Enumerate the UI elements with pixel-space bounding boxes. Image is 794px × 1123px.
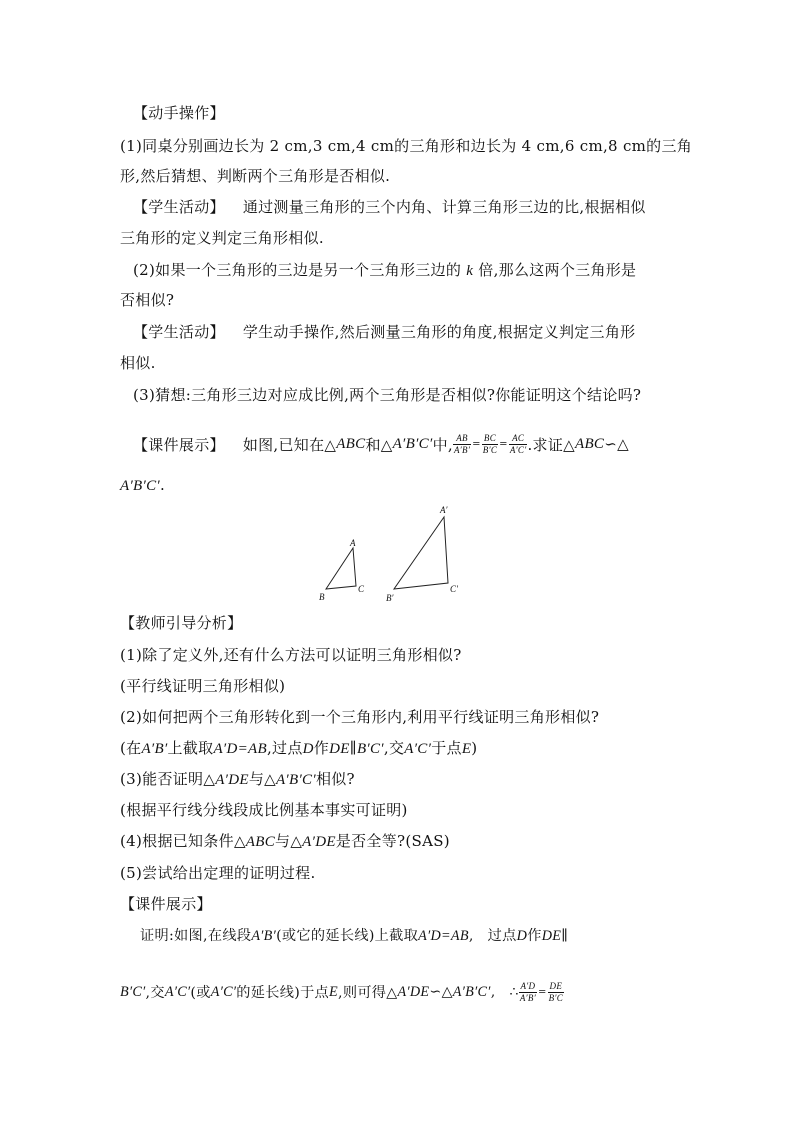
text: 上截取 (167, 739, 214, 757)
math-var: A′B′C′ (120, 478, 160, 494)
numerator: A′D (520, 980, 536, 991)
proof-line-2 (120, 970, 564, 1014)
math-var: B′C′ (356, 741, 384, 757)
fraction-ab (453, 433, 471, 456)
courseware-display-1-line-2 (120, 476, 165, 495)
question-5: (5)尝试给出定理的证明过程. (120, 864, 316, 882)
text: 与△ (248, 770, 276, 788)
math-var: A′B′C′ (452, 983, 491, 1000)
text: 的延长线)于点 (236, 985, 330, 1001)
fraction-bc (482, 433, 498, 456)
text: ∥ (561, 928, 569, 944)
student-activity-2-line-1 (133, 321, 635, 342)
equals: = (472, 438, 481, 450)
text: 相似? (315, 770, 355, 788)
math-var: DE (541, 928, 562, 944)
text: ∥ (349, 739, 357, 757)
math-var: A′DE (302, 834, 336, 850)
question-1: (1)除了定义外,还有什么方法可以证明三角形相似? (120, 646, 462, 664)
paragraph-2-line-2: 否相似? (120, 291, 175, 309)
label-b: B (319, 592, 325, 602)
paragraph-2-text-a: (2)如果一个三角形的三边是另一个三角形三边的 (133, 261, 462, 279)
triangle-abc-prime (394, 517, 448, 589)
text: (或 (190, 985, 211, 1001)
similar-triangles-figure (312, 500, 472, 605)
text: (或它的延长线)上截取 (276, 928, 419, 944)
denominator: A′B′ (453, 444, 471, 455)
label-c-prime: C′ (450, 584, 458, 594)
student-activity-1-line-2: 三角形的定义判定三角形相似. (120, 229, 324, 247)
math-var: A′B′C′ (275, 772, 316, 788)
text: 和△ (365, 435, 393, 454)
math-var: A′D=AB (418, 928, 469, 944)
denominator: A′C′ (509, 444, 527, 455)
equals: = (537, 986, 547, 998)
proof-line-1 (140, 925, 568, 945)
text: 作 (527, 928, 542, 944)
paragraph-3: (3)猜想:三角形三边对应成比例,两个三角形是否相似?你能证明这个结论吗? (133, 386, 642, 404)
math-var: A′B′ (141, 741, 168, 757)
text: , (490, 984, 496, 1000)
text: ∽△ (604, 435, 629, 453)
text: ∽△ (429, 984, 453, 1000)
student-activity-text: 通过测量三角形的三个内角、计算三角形三边的比,根据相似 (242, 198, 646, 216)
student-activity-text: 学生动手操作,然后测量三角形的角度,根据定义判定三角形 (242, 323, 636, 341)
text: 证明:如图,在线段 (140, 928, 252, 944)
question-4 (120, 830, 450, 851)
fraction-ac (509, 433, 528, 456)
math-var: A′D=AB (213, 741, 267, 757)
denominator: A′B′ (519, 992, 536, 1003)
text: 中, (432, 435, 453, 454)
text: , (468, 928, 474, 944)
label-a: A (350, 538, 356, 548)
text: ) (471, 739, 478, 757)
numerator: DE (549, 980, 563, 991)
paragraph-1-line-2: 形,然后猜想、判断两个三角形是否相似. (120, 167, 391, 185)
text: ,交 (383, 739, 405, 757)
math-var: ABC (245, 834, 276, 850)
section-heading-teacher-guide: 【教师引导分析】 (120, 614, 243, 632)
text: 是否全等?(SAS) (335, 832, 450, 850)
fraction-ad (519, 981, 537, 1004)
response-2 (120, 737, 477, 758)
section-heading-hands-on: 【动手操作】 (133, 104, 225, 122)
fraction-de (548, 981, 564, 1004)
denominator: B′C (482, 444, 498, 455)
student-activity-2-line-2: 相似. (120, 354, 156, 372)
text: 如图,已知在△ (242, 435, 337, 454)
response-1: (平行线证明三角形相似) (120, 677, 286, 695)
math-var: E (329, 983, 339, 1000)
math-var: B′C′ (120, 983, 146, 1000)
numerator: BC (482, 433, 498, 445)
text: 与△ (275, 832, 303, 850)
math-var: A′DE (215, 772, 249, 788)
text: ,则可得△ (338, 985, 398, 1001)
text: ,交 (145, 985, 165, 1001)
math-var: A′C′ (164, 983, 191, 1000)
denominator: B′C (548, 992, 564, 1003)
text: 作 (313, 739, 330, 757)
math-var: ABC (336, 435, 366, 452)
math-var: ABC (575, 435, 605, 452)
equals: = (499, 438, 508, 450)
numerator: AB (453, 433, 471, 445)
paragraph-2-text-b: 倍,那么这两个三角形是 (478, 261, 637, 279)
courseware-tag: 【课件展示】 (133, 435, 225, 454)
label-b-prime: B′ (386, 593, 394, 603)
courseware-display-1-line-1 (133, 422, 629, 466)
section-heading-courseware-2: 【课件展示】 (120, 895, 212, 913)
math-var: A′B′C′ (392, 435, 433, 452)
variable-k: k (466, 263, 474, 279)
student-activity-tag: 【学生活动】 (133, 323, 225, 341)
math-var: D (516, 928, 528, 944)
question-2: (2)如何把两个三角形转化到一个三角形内,利用平行线证明三角形相似? (120, 708, 600, 726)
text: 于点 (431, 739, 462, 757)
label-c: C (358, 584, 365, 594)
student-activity-1-line-1 (133, 196, 646, 217)
numerator: AC (509, 433, 528, 445)
text: (在 (120, 739, 142, 757)
math-var: A′C′ (404, 741, 432, 757)
question-3 (120, 768, 355, 789)
math-var: D (302, 741, 314, 757)
paragraph-1-line-1: (1)同桌分别画边长为 2 cm,3 cm,4 cm的三角形和边长为 4 cm,6 cm,8 cm的三角 (120, 137, 693, 155)
triangle-abc (326, 548, 356, 589)
math-var: E (461, 741, 472, 757)
student-activity-tag: 【学生活动】 (133, 198, 225, 216)
therefore-symbol: ∴ (509, 984, 519, 1000)
text: . (159, 476, 166, 494)
math-var: A′C′ (210, 983, 237, 1000)
text: (4)根据已知条件△ (120, 832, 246, 850)
text: 过点 (487, 928, 517, 944)
text: .求证△ (527, 435, 575, 454)
math-var: A′B′ (251, 928, 277, 944)
text: ,过点 (266, 739, 303, 757)
text: (3)能否证明△ (120, 770, 216, 788)
response-3: (根据平行线分线段成比例基本事实可证明) (120, 801, 408, 819)
paragraph-2-line-1 (133, 259, 636, 280)
math-var: A′DE (397, 983, 430, 1000)
math-var: DE (329, 741, 350, 757)
label-a-prime: A′ (440, 505, 448, 515)
